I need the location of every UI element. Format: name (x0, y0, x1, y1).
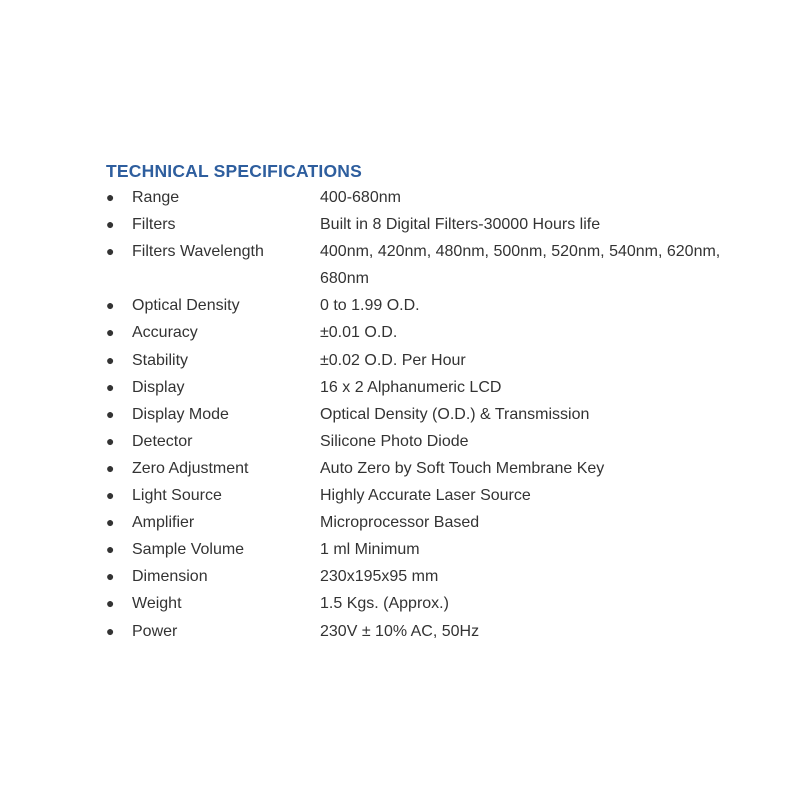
spec-value: Built in 8 Digital Filters-30000 Hours life (320, 216, 601, 234)
spec-row-stability (106, 347, 746, 374)
bullet-icon: ● (106, 487, 115, 504)
spec-label: Display Mode (132, 405, 229, 423)
bullet-icon: ● (106, 432, 115, 449)
spec-label: Weight (132, 595, 182, 613)
spec-label: Sample Volume (132, 541, 245, 559)
spec-value: 1 ml Minimum (320, 541, 420, 559)
technical-specifications-section (106, 160, 746, 645)
spec-row-sample-volume (106, 536, 746, 563)
bullet-icon: ● (106, 243, 115, 260)
spec-row-zero-adjustment (106, 455, 746, 482)
spec-value: Optical Density (O.D.) & Transmission (320, 405, 590, 423)
spec-value: Microprocessor Based (320, 514, 480, 532)
spec-row-display (106, 374, 746, 401)
spec-row-detector (106, 428, 746, 455)
spec-value: 16 x 2 Alphanumeric LCD (320, 378, 502, 396)
spec-row-optical-density (106, 292, 746, 319)
spec-label: Display (132, 378, 185, 396)
spec-label: Detector (132, 432, 193, 450)
spec-value: 1.5 Kgs. (Approx.) (320, 595, 449, 613)
spec-row-dimension (106, 563, 746, 590)
spec-row-range (106, 184, 746, 211)
bullet-icon: ● (106, 568, 115, 585)
spec-label: Dimension (132, 568, 208, 586)
spec-value: 230x195x95 mm (320, 568, 439, 586)
spec-label: Filters Wavelength (132, 243, 264, 261)
spec-row-display-mode (106, 401, 746, 428)
bullet-icon: ● (106, 351, 115, 368)
spec-label: Optical Density (132, 297, 240, 315)
spec-value: Highly Accurate Laser Source (320, 487, 531, 505)
spec-list (106, 184, 746, 645)
spec-value: ±0.02 O.D. Per Hour (320, 351, 466, 369)
spec-row-accuracy (106, 319, 746, 346)
section-title: TECHNICAL SPECIFICATIONS (106, 161, 362, 181)
spec-row-filters (106, 211, 746, 238)
spec-value: ±0.01 O.D. (320, 324, 398, 342)
spec-row-power (106, 618, 746, 645)
spec-value: 0 to 1.99 O.D. (320, 297, 420, 315)
bullet-icon: ● (106, 541, 115, 558)
bullet-icon: ● (106, 189, 115, 205)
spec-label: Amplifier (132, 514, 195, 532)
spec-row-amplifier (106, 509, 746, 536)
spec-label: Range (132, 189, 180, 206)
spec-row-weight (106, 590, 746, 617)
spec-value: Silicone Photo Diode (320, 432, 469, 450)
bullet-icon: ● (106, 405, 115, 422)
spec-value: 230V ± 10% AC, 50Hz (320, 622, 480, 640)
spec-row-filters-wavelength (106, 238, 746, 292)
bullet-icon: ● (106, 595, 115, 612)
spec-label: Accuracy (132, 324, 198, 342)
spec-label: Zero Adjustment (132, 459, 249, 477)
bullet-icon: ● (106, 324, 115, 341)
spec-label: Filters (132, 216, 176, 234)
spec-label: Power (132, 622, 178, 640)
bullet-icon: ● (106, 297, 115, 314)
spec-value: Auto Zero by Soft Touch Membrane Key (320, 459, 605, 477)
spec-value: 400-680nm (320, 189, 401, 206)
spec-row-light-source (106, 482, 746, 509)
bullet-icon: ● (106, 216, 115, 233)
bullet-icon: ● (106, 459, 115, 476)
bullet-icon: ● (106, 378, 115, 395)
spec-value: 400nm, 420nm, 480nm, 500nm, 520nm, 540nm, 620nm, 680nm (320, 243, 721, 288)
spec-label: Stability (132, 351, 189, 369)
spec-label: Light Source (132, 487, 222, 505)
bullet-icon: ● (106, 514, 115, 531)
bullet-icon: ● (106, 622, 115, 639)
